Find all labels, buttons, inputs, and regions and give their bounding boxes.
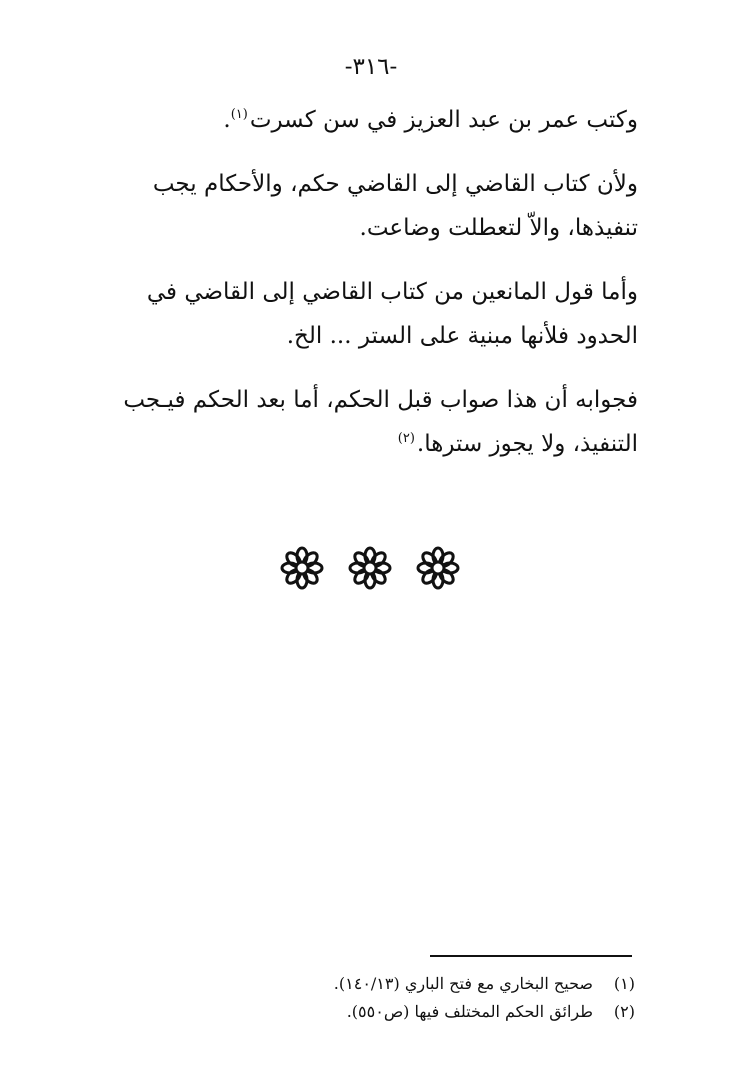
paragraph-4-text: فجوابه أن هذا صواب قبل الحكم، أما بعد الحكم فيـجب التنفيذ، ولا يجوز سترها. [123,387,638,457]
footnote-text: طرائق الحكم المختلف فيها (ص٥٥٠). [346,1002,593,1021]
paragraph-1-text: وكتب عمر بن عبد العزيز في سن كسرت [249,107,638,133]
footnote-number: (٢) [613,1002,635,1021]
paragraph-3 [98,270,638,358]
footnote-ref-1: (١) [230,107,248,123]
footnote-text: صحيح البخاري مع فتح الباري (١٤٠/١٣). [333,974,593,993]
page-number: -٣١٦- [344,54,398,80]
flower-ornament-icon [416,546,460,590]
flower-ornament-icon [280,546,324,590]
footnote-ref-2: (٢) [397,431,415,447]
paragraph-2-text: ولأن كتاب القاضي إلى القاضي حكم، والأحكام يجب تنفيذها، والاّ لتعطلت وضاعت. [152,171,638,241]
footnote-1 [250,970,635,998]
footnote-separator [430,955,632,957]
flower-ornament-icon [348,546,392,590]
body-text [98,98,638,486]
footnote-2 [250,998,635,1026]
section-divider-ornaments [280,546,460,590]
paragraph-3-text: وأما قول المانعين من كتاب القاضي إلى القاضي في الحدود فلأنها مبنية على الستر ... الخ. [146,279,638,349]
footnote-number: (١) [613,974,635,993]
footnotes [250,970,635,1026]
paragraph-1-end: . [223,107,231,133]
paragraph-1 [98,98,638,142]
paragraph-4 [98,378,638,466]
paragraph-2 [98,162,638,250]
